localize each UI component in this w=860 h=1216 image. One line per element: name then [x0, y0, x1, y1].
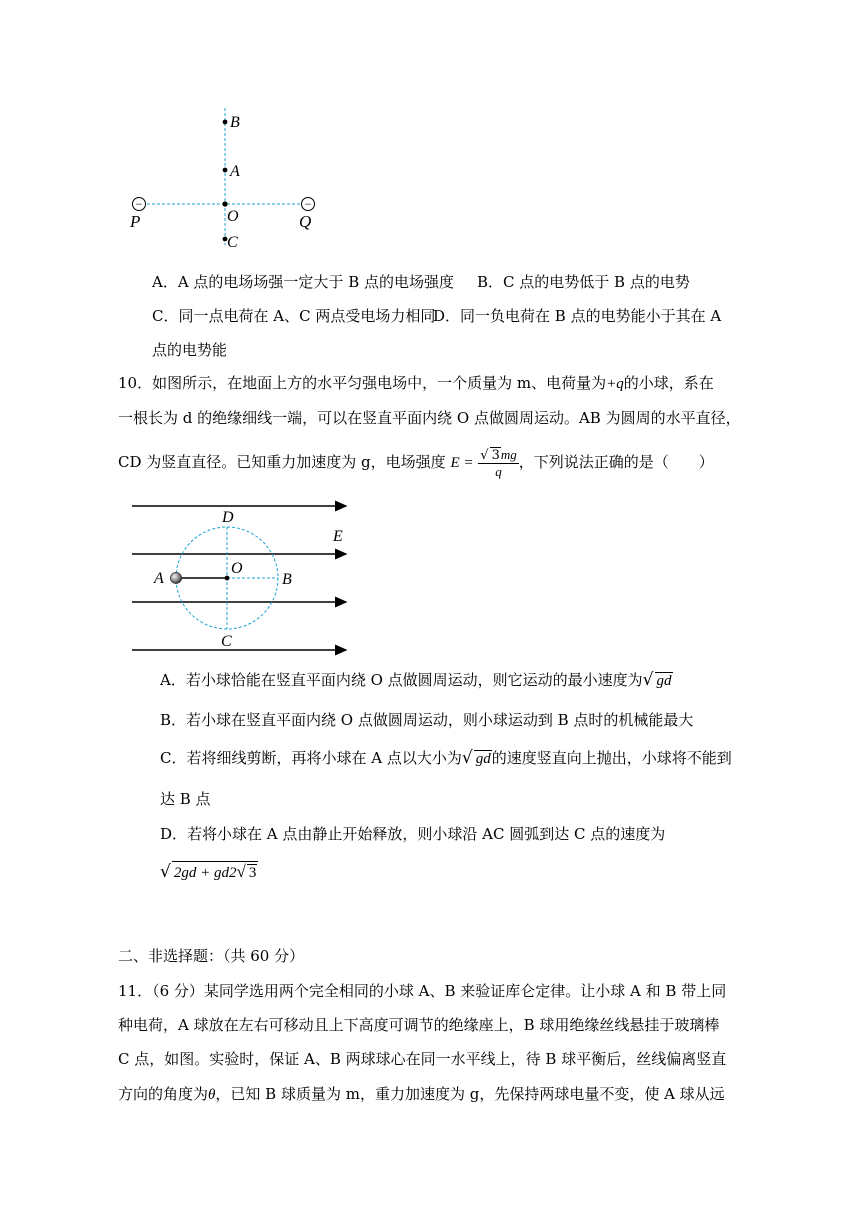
ball-A — [171, 573, 182, 584]
label-O: O — [227, 208, 239, 225]
field-formula-lhs: E = — [450, 455, 474, 471]
theta-symbol: θ — [208, 1087, 216, 1103]
sqrt-gd: gd — [656, 673, 672, 689]
q10-option-B: B．若小球在竖直平面内绕 O 点做圆周运动，则小球运动到 B 点时的机械能最大 — [160, 711, 694, 729]
q9-option-D-line2: 点的电势能 — [152, 341, 228, 359]
q10-stem-line1 — [118, 372, 714, 393]
label-Q: Q — [299, 212, 312, 231]
field-formula-fraction — [478, 447, 518, 479]
label-O: O — [231, 560, 243, 577]
q10-stem-line2: 一根长为 d 的绝缘细线一端，可以在竖直平面内绕 O 点做圆周运动。AB 为圆周的水平直径， — [118, 409, 741, 427]
label-B: B — [230, 114, 240, 131]
q10-option-D-formula — [160, 861, 258, 882]
sqrt-outer — [172, 861, 258, 882]
label-P: P — [130, 212, 141, 231]
sqrt-sign: √ — [642, 670, 654, 690]
q10-option-C-pre: C．若将细线剪断，再将小球在 A 点以大小为 — [160, 749, 462, 767]
q9-option-C: C．同一点电荷在 A、C 两点受电场力相同 — [152, 307, 436, 325]
field-formula-denominator: q — [495, 464, 502, 479]
q11-line2: 种电荷，A 球放在左右可移动且上下高度可调节的绝缘座上，B 球用绝缘丝线悬挂于玻璃棒 — [118, 1016, 720, 1034]
sqrt-sign: √ — [160, 862, 171, 882]
q11-line4-pre: 方向的角度为 — [118, 1085, 209, 1103]
q10-stem-line1-post: 的小球，系在 — [623, 374, 714, 392]
q9-figure — [125, 105, 335, 255]
label-A: A — [230, 163, 240, 180]
q9-option-D-line1: D．同一负电荷在 B 点的电势能小于其在 A — [433, 307, 722, 325]
field-formula-numerator — [478, 447, 518, 464]
section-heading: 二、非选择题：（共 60 分） — [118, 947, 305, 965]
charge-Q-sign: − — [304, 197, 312, 211]
sqrt-sign-inner: √ — [236, 862, 246, 881]
point-B — [223, 120, 228, 125]
mg-symbol: mg — [500, 447, 517, 462]
q11-line4 — [118, 1083, 725, 1104]
q10-option-A — [160, 669, 673, 690]
q10-stem-line3-pre: CD 为竖直直径。已知重力加速度为 g，电场强度 — [118, 453, 446, 471]
label-A: A — [154, 570, 164, 587]
label-E: E — [333, 528, 343, 545]
sqrt-inner: 3 — [248, 865, 257, 881]
q10-stem-line3 — [118, 447, 714, 479]
point-O — [225, 576, 230, 581]
label-B: B — [282, 571, 292, 588]
q11-line3: C 点，如图。实验时，保证 A、B 两球球心在同一水平线上，待 B 球平衡后，丝线偏离竖直 — [118, 1050, 727, 1068]
q10-charge-symbol: +q — [606, 376, 624, 392]
q10-option-D-line1: D．若将小球在 A 点由静止开始释放，则小球沿 AC 圆弧到达 C 点的速度为 — [160, 825, 666, 843]
q10-stem-line3-post: ，下列说法正确的是（ ） — [518, 453, 714, 471]
sqrt-gd: gd — [475, 751, 491, 767]
outer-radicand: 2gd + gd2 — [173, 865, 237, 881]
charge-P-sign: − — [135, 197, 143, 211]
q10-stem-line1-pre: 10．如图所示，在地面上方的水平匀强电场中，一个质量为 m、电荷量为 — [118, 374, 607, 392]
q11-line1: 11．（6 分）某同学选用两个完全相同的小球 A、B 来验证库仑定律。让小球 A 和 B 带上同 — [118, 982, 727, 1000]
q10-option-C-line1 — [160, 747, 732, 768]
label-C: C — [227, 234, 238, 251]
sqrt-three: 3 — [491, 448, 500, 463]
q9-option-A: A．A 点的电场场强一定大于 B 点的电场强度 — [152, 273, 454, 291]
point-O — [222, 201, 227, 206]
sqrt-sign: √ — [461, 748, 473, 768]
q9-option-B: B．C 点的电势低于 B 点的电势 — [477, 273, 690, 291]
point-A — [223, 168, 228, 173]
label-D: D — [222, 509, 234, 526]
q10-option-C-post: 的速度竖直向上抛出，小球将不能到 — [491, 749, 732, 767]
q11-line4-post: ，已知 B 球质量为 m，重力加速度为 g，先保持两球电量不变，使 A 球从远 — [215, 1085, 725, 1103]
q10-option-A-text: A．若小球恰能在竖直平面内绕 O 点做圆周运动，则它运动的最小速度为 — [160, 671, 643, 689]
q10-option-C-line2: 达 B 点 — [160, 790, 211, 808]
q10-figure — [130, 500, 355, 656]
label-C: C — [221, 633, 232, 650]
sqrt-sign: √ — [480, 448, 489, 463]
